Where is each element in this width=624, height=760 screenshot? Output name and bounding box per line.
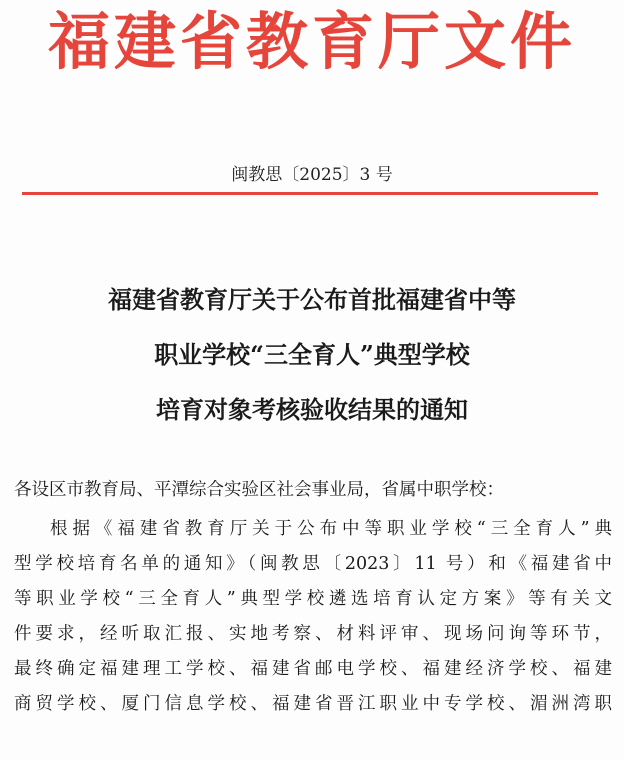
body-line: 等职业学校“三全育人”典型学校遴选培育认定方案》等有关文	[14, 589, 612, 609]
body-line: 最终确定福建理工学校、福建省邮电学校、福建经济学校、福建	[14, 659, 612, 679]
body-line: 根据《福建省教育厅关于公布中等职业学校“三全育人”典	[50, 519, 612, 539]
body-paragraph	[14, 512, 612, 722]
document-number: 闽教思〔2025〕3 号	[231, 165, 393, 185]
body-line: 型学校培育名单的通知》（闽教思〔2023〕11 号）和《福建省中	[14, 554, 612, 574]
header-divider	[22, 192, 598, 195]
body-line: 商贸学校、厦门信息学校、福建省晋江职业中专学校、湄洲湾职	[14, 694, 612, 714]
document-title	[0, 272, 624, 437]
addressee-line: 各设区市教育局、平潭综合实验区社会事业局，省属中职学校：	[14, 480, 504, 500]
issuing-authority-header: 福建省教育厅文件	[47, 5, 576, 78]
title-line: 福建省教育厅关于公布首批福建省中等	[108, 285, 516, 314]
title-line: 培育对象考核验收结果的通知	[156, 395, 468, 424]
title-line: 职业学校“三全育人”典型学校	[154, 340, 470, 369]
body-line: 件要求，经听取汇报、实地考察、材料评审、现场问询等环节，	[14, 624, 612, 644]
